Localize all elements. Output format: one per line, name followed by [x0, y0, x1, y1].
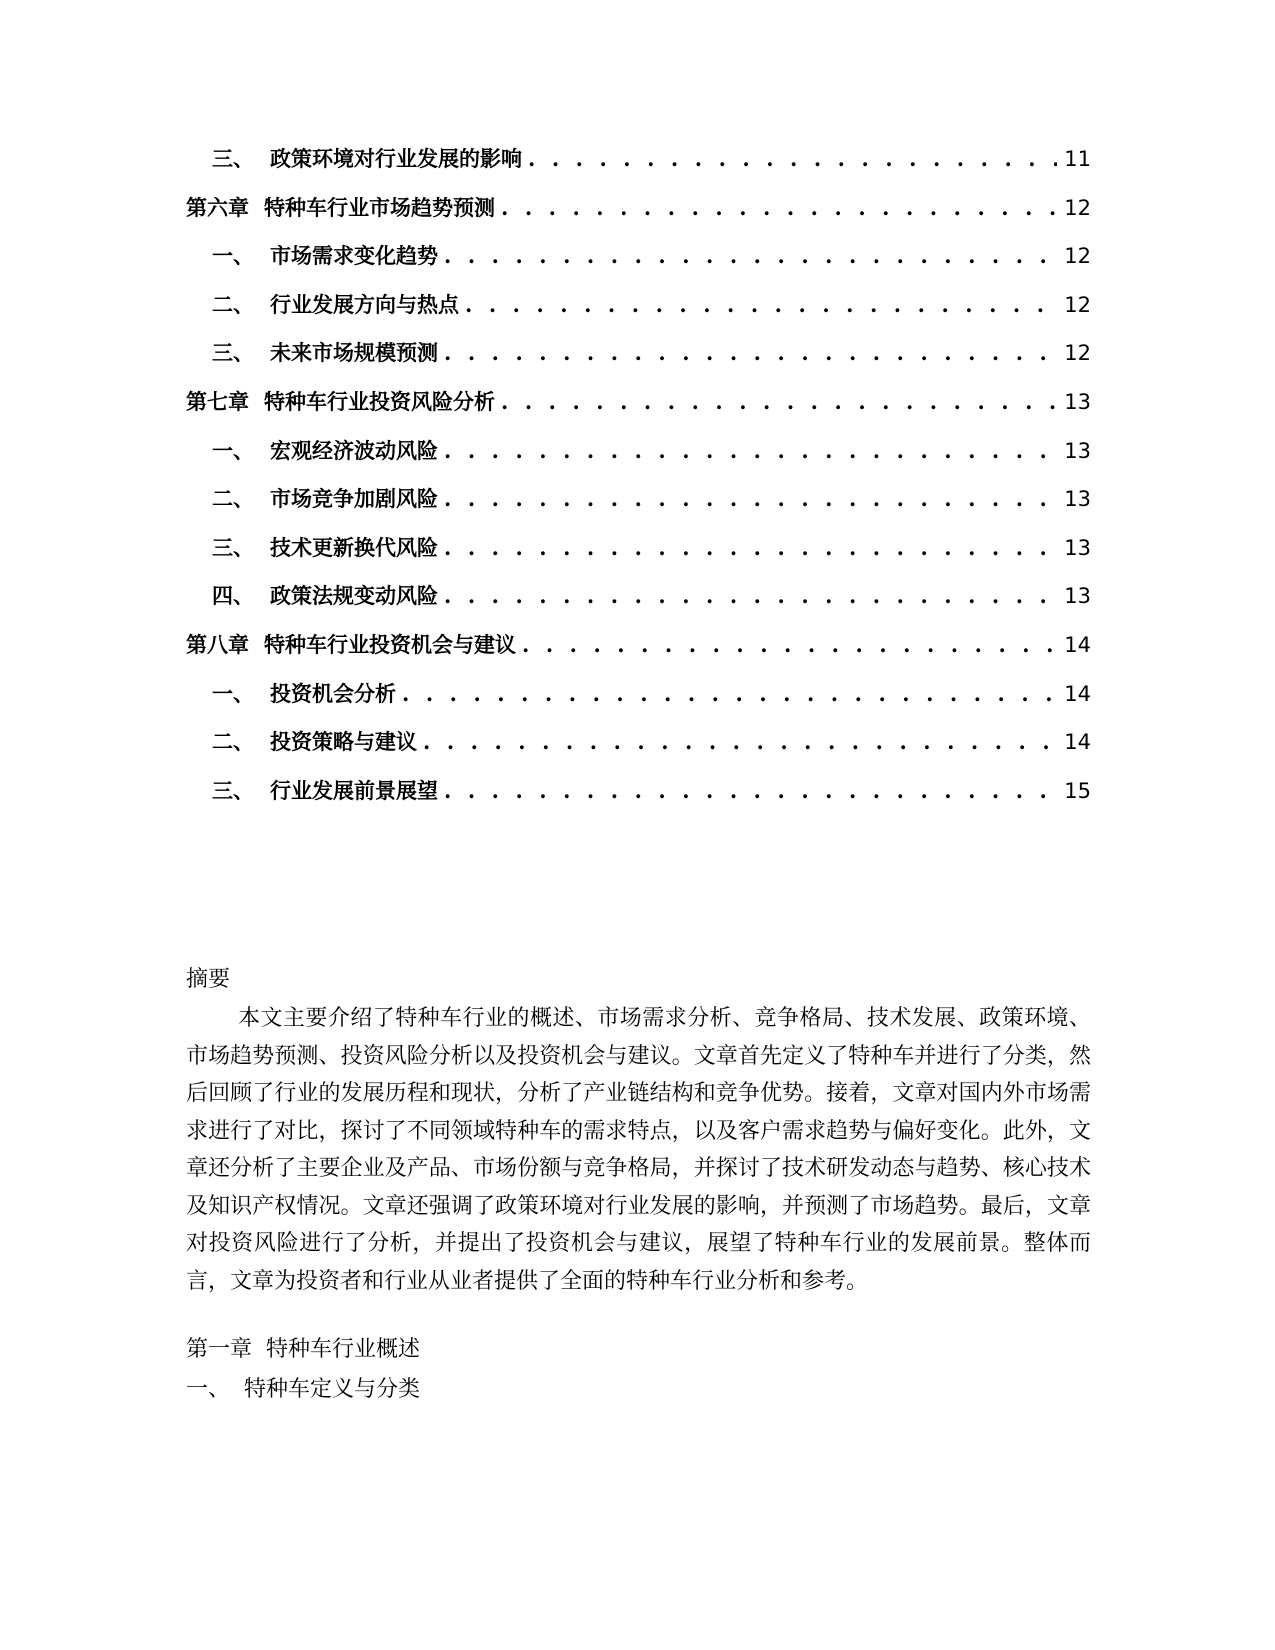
toc-entry[interactable] [186, 580, 1091, 629]
toc-dot-leader [528, 146, 1057, 171]
toc-entry-number: 一、 [212, 243, 254, 269]
toc-dot-leader [444, 583, 1057, 608]
toc-entry-page: 11 [1064, 147, 1091, 171]
toc-entry-title: 政策法规变动风险 [270, 583, 438, 609]
toc-entry-title: 特种车行业投资机会与建议 [264, 631, 516, 657]
toc-entry-page: 14 [1064, 632, 1091, 657]
toc-entry-number: 二、 [212, 486, 254, 512]
toc-entry-page: 12 [1064, 341, 1091, 366]
toc-entry[interactable] [186, 386, 1091, 435]
toc-entry-number: 二、 [212, 729, 254, 755]
toc-entry-page: 12 [1064, 195, 1091, 220]
toc-entry-page: 12 [1064, 292, 1091, 317]
toc-dot-leader [444, 438, 1057, 463]
toc-dot-leader [501, 195, 1057, 220]
toc-entry[interactable] [186, 775, 1091, 824]
toc-entry-page: 13 [1064, 487, 1091, 512]
toc-entry-number: 二、 [212, 291, 254, 317]
toc-entry[interactable] [186, 678, 1091, 727]
toc-entry-title: 特种车行业市场趋势预测 [264, 194, 495, 220]
toc-entry-title: 投资策略与建议 [270, 729, 417, 755]
toc-dot-leader [465, 292, 1057, 317]
toc-entry-title: 投资机会分析 [270, 680, 396, 706]
toc-entry-number: 三、 [212, 340, 254, 366]
toc-entry-number: 第七章 [186, 388, 249, 414]
toc-entry-number: 四、 [212, 583, 254, 609]
toc-entry-title: 技术更新换代风险 [270, 534, 438, 560]
toc-dot-leader [423, 729, 1057, 754]
toc-dot-leader [444, 535, 1057, 560]
toc-entry-page: 13 [1064, 438, 1091, 463]
toc-dot-leader [522, 632, 1057, 657]
toc-entry-number: 三、 [212, 534, 254, 560]
toc-entry[interactable] [186, 289, 1091, 338]
toc-entry-page: 14 [1064, 730, 1091, 755]
toc-entry[interactable] [186, 337, 1091, 386]
section-heading: 一、 特种车定义与分类 [186, 1377, 420, 1402]
toc-dot-leader [501, 389, 1057, 414]
chapter-heading: 第一章 特种车行业概述 [186, 1337, 420, 1362]
toc-entry-number: 第八章 [186, 631, 249, 657]
toc-entry-number: 一、 [212, 680, 254, 706]
toc-entry[interactable] [186, 532, 1091, 581]
toc-entry[interactable] [186, 435, 1091, 484]
toc-entry-page: 13 [1064, 389, 1091, 414]
toc-entry[interactable] [186, 143, 1091, 192]
toc-dot-leader [444, 486, 1057, 511]
toc-entry[interactable] [186, 629, 1091, 678]
toc-dot-leader [444, 778, 1057, 803]
toc-entry-number: 一、 [212, 437, 254, 463]
toc-entry-title: 市场需求变化趋势 [270, 243, 438, 269]
toc-entry-page: 14 [1064, 681, 1091, 706]
toc-entry-title: 政策环境对行业发展的影响 [270, 146, 522, 171]
toc-entry-page: 15 [1064, 778, 1091, 803]
toc-entry-number: 三、 [212, 777, 254, 803]
toc-entry-number: 三、 [212, 146, 254, 171]
toc-entry-title: 行业发展前景展望 [270, 777, 438, 803]
toc-dot-leader [402, 681, 1057, 706]
toc-entry-title: 特种车行业投资风险分析 [264, 388, 495, 414]
toc-entry-page: 13 [1064, 584, 1091, 609]
abstract-heading: 摘要 [186, 967, 231, 992]
table-of-contents [186, 143, 1091, 823]
toc-entry-title: 宏观经济波动风险 [270, 437, 438, 463]
toc-dot-leader [444, 243, 1057, 268]
toc-entry[interactable] [186, 240, 1091, 289]
toc-dot-leader [444, 340, 1057, 365]
toc-entry-page: 13 [1064, 535, 1091, 560]
toc-entry-title: 行业发展方向与热点 [270, 291, 459, 317]
toc-entry[interactable] [186, 483, 1091, 532]
abstract-body: 本文主要介绍了特种车行业的概述、市场需求分析、竞争格局、技术发展、政策环境、市场趋势预测、投资风险分析以及投资机会与建议。文章首先定义了特种车并进行了分类，然后回顾了行业的发展历程和现状，分析了产业链结构和竞争优势。接着，文章对国内外市场需求进行了对比，探讨了不同领域特种车的需求特点，以及客户需求趋势与偏好变化。此外，文章还分析了主要企业及产品、市场份额与竞争格局，并探讨了技术研发动态与趋势、核心技术及知识产权情况。文章还强调了政策环境对行业发展的影响，并预测了市场趋势。最后，文章对投资风险进行了分析，并提出了投资机会与建议，展望了特种车行业的发展前景。整体而言，文章为投资者和行业从业者提供了全面的特种车行业分析和参考。 [186, 1006, 1091, 1294]
toc-entry-page: 12 [1064, 244, 1091, 269]
toc-entry-title: 未来市场规模预测 [270, 340, 438, 366]
toc-entry[interactable] [186, 726, 1091, 775]
toc-entry-number: 第六章 [186, 194, 249, 220]
toc-entry[interactable] [186, 192, 1091, 241]
toc-entry-title: 市场竞争加剧风险 [270, 486, 438, 512]
